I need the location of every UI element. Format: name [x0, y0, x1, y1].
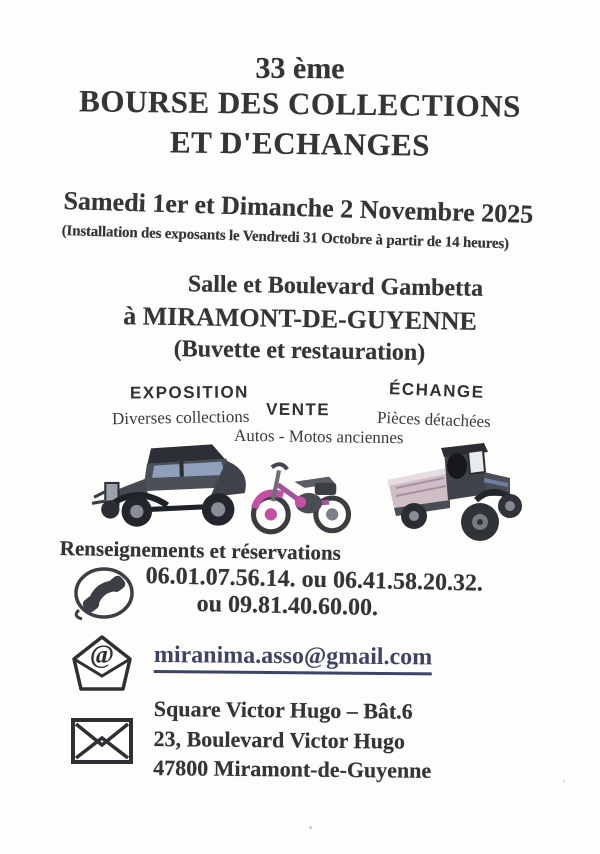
venue-line1: Salle et Boulevard Gambetta — [187, 271, 484, 302]
scan-speck — [309, 826, 312, 829]
category-exposition-sublabel: Diverses collections — [111, 406, 250, 429]
vintage-car-image — [90, 438, 268, 532]
flyer-title-line2: ET D'ECHANGES — [169, 124, 431, 163]
postal-address — [153, 694, 432, 785]
event-dates: Samedi 1er et Dimanche 2 Novembre 2025 — [63, 186, 534, 229]
phone-numbers-line1: 06.01.07.56.14. ou 06.41.58.20.32. — [145, 563, 484, 597]
address-line3: 47800 Miramont-de-Guyenne — [153, 754, 432, 783]
category-echange-sublabel: Pièces détachées — [376, 407, 492, 432]
venue-line3: (Buvette et restauration) — [173, 336, 426, 366]
closed-envelope-icon — [70, 716, 134, 766]
venue-line2: à MIRAMONT-DE-GUYENNE — [122, 301, 478, 336]
contact-heading: Renseignements et réservations — [59, 536, 342, 565]
category-exposition-label: EXPOSITION — [129, 382, 249, 403]
category-echange-label: ÉCHANGE — [388, 379, 485, 402]
venue-block — [0, 265, 600, 372]
vintage-pickup-truck-image — [384, 430, 522, 548]
address-line2: 23, Boulevard Victor Hugo — [153, 725, 406, 754]
phone-handset-icon — [72, 564, 136, 624]
category-vente-label: VENTE — [265, 399, 331, 420]
scan-speck — [563, 780, 565, 782]
category-vente-sublabel: Autos - Motos anciennes — [233, 425, 404, 448]
open-envelope-at-icon — [66, 633, 138, 693]
vintage-moped-image — [247, 450, 355, 542]
flyer-title-line1: BOURSE DES COLLECTIONS — [78, 83, 522, 124]
email-link[interactable]: miranima.asso@gmail.com — [154, 642, 433, 675]
svg-text:@: @ — [89, 640, 115, 669]
edition-number: 33 ème — [255, 51, 345, 86]
phone-numbers-line2: ou 09.81.40.60.00. — [196, 591, 379, 622]
address-line1: Square Victor Hugo – Bât.6 — [153, 695, 413, 724]
installation-note: (Installation des exposants le Vendredi 31 Octobre à partir de 14 heures) — [61, 223, 510, 253]
